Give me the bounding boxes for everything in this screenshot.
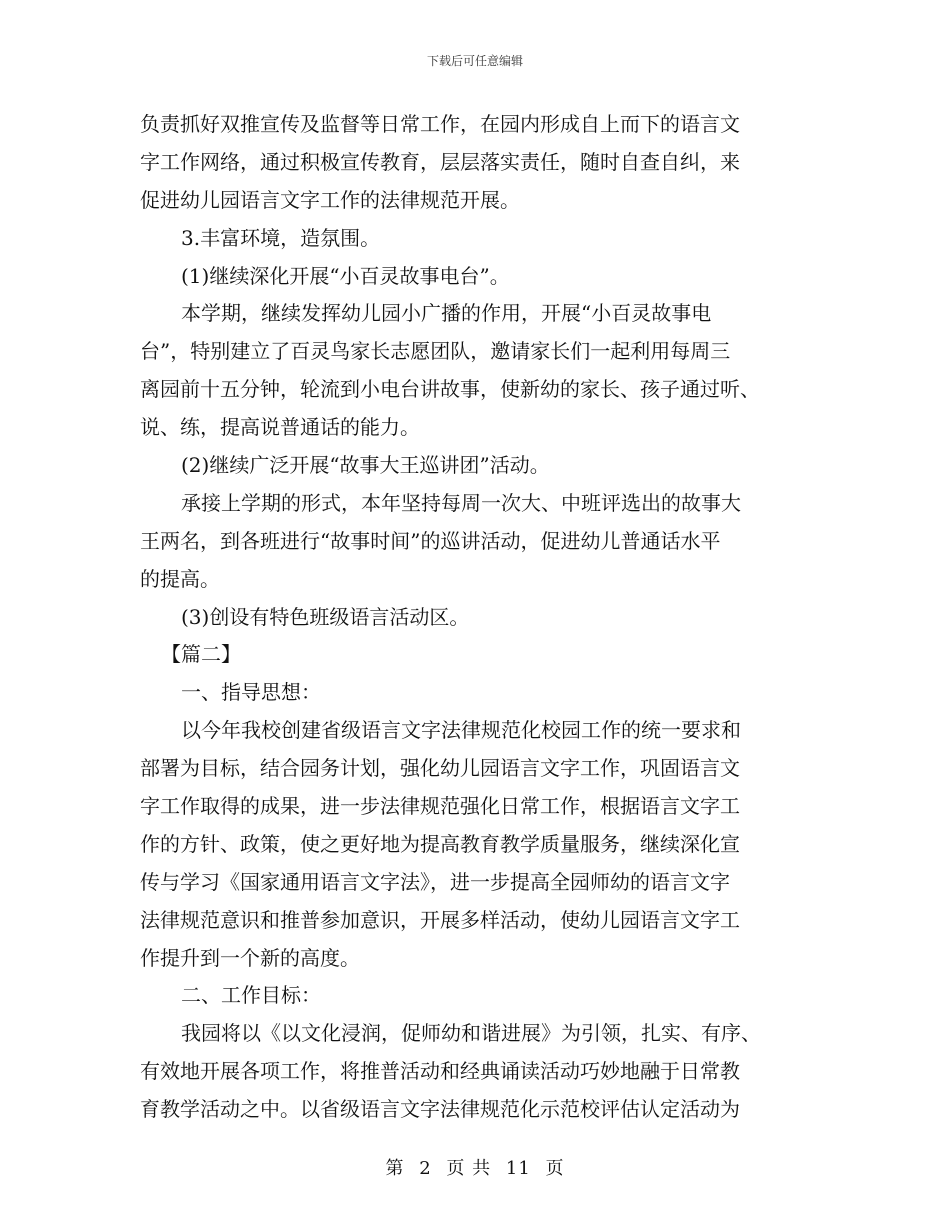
footer-middle: 页 共 — [446, 1158, 492, 1179]
text-line: 作提升到一个新的高度。 — [140, 945, 360, 970]
text-line: 育教学活动之中。以省级语言文字法律规范化示范校评估认定活动为 — [140, 1097, 740, 1122]
text-line: 部署为目标，结合园务计划，强化幼儿园语言文字工作，巩固语言文 — [140, 756, 740, 781]
text-line: 作的方针、政策，使之更好地为提高教育教学质量服务，继续深化宣 — [140, 831, 740, 856]
text-line: 的提高。 — [140, 566, 220, 591]
footer-page-number: 2 — [419, 1158, 432, 1179]
text-line: 承接上学期的形式，本年坚持每周一次大、中班评选出的故事大 — [181, 490, 741, 515]
text-line: 字工作取得的成果，进一步法律规范强化日常工作，根据语言文字工 — [140, 794, 740, 819]
text-line: 3.丰富环境，造氛围。 — [181, 225, 381, 250]
footer-prefix: 第 — [385, 1158, 405, 1179]
text-line: 字工作网络，通过积极宣传教育，层层落实责任，随时自查自纠，来 — [140, 149, 740, 174]
text-line: 以今年我校创建省级语言文字法律规范化校园工作的统一要求和 — [181, 718, 741, 743]
text-line: 二、工作目标： — [181, 983, 321, 1008]
text-line: 有效地开展各项工作，将推普活动和经典诵读活动巧妙地融于日常教 — [140, 1059, 740, 1084]
text-line: 台”，特别建立了百灵鸟家长志愿团队，邀请家长们一起利用每周三 — [140, 339, 731, 364]
section-heading: 【篇二】 — [161, 642, 241, 667]
text-line: (1)继续深化开展“小百灵故事电台”。 — [181, 263, 510, 288]
text-line: 负责抓好双推宣传及监督等日常工作，在园内形成自上而下的语言文 — [140, 112, 740, 136]
text-line: 促进幼儿园语言文字工作的法律规范开展。 — [140, 187, 520, 212]
text-line: 说、练，提高说普通话的能力。 — [140, 415, 420, 440]
text-line: 我园将以《以文化浸润，促师幼和谐进展》为引领，扎实、有序、 — [181, 1021, 761, 1046]
text-line: 传与学习《国家通用语言文字法》，进一步提高全园师幼的语言文字 — [140, 869, 730, 894]
text-line: 一、指导思想： — [181, 680, 321, 705]
text-line: 离园前十五分钟，轮流到小电台讲故事，使新幼的家长、孩子通过听、 — [140, 377, 760, 402]
text-line: (2)继续广泛开展“故事大王巡讲团”活动。 — [181, 453, 550, 478]
document-body — [140, 106, 800, 1129]
page-footer — [0, 1154, 950, 1180]
text-line: (3)创设有特色班级语言活动区。 — [181, 604, 470, 629]
text-line: 本学期，继续发挥幼儿园小广播的作用，开展“小百灵故事电 — [181, 301, 712, 326]
page-header: 下载后可任意编辑 — [426, 54, 523, 68]
text-line: 法律规范意识和推普参加意识，开展多样活动，使幼儿园语言文字工 — [140, 907, 740, 932]
footer-suffix: 页 — [545, 1158, 565, 1179]
footer-total-pages: 11 — [505, 1158, 531, 1179]
text-line: 王两名，到各班进行“故事时间”的巡讲活动，促进幼儿普通话水平 — [140, 528, 721, 553]
